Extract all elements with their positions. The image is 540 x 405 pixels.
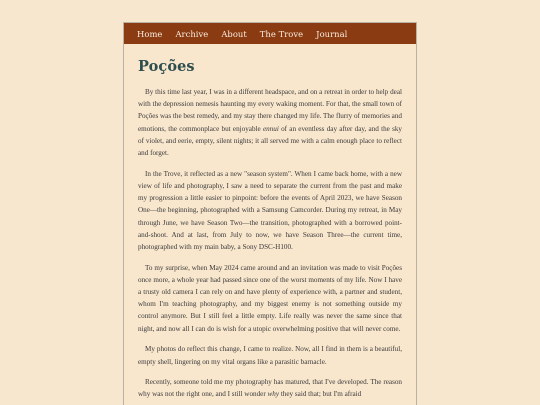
article-paragraph-3: To my surprise, when May 2024 came around and an invitation was made to visit Poções once more, a whole year had passed since one of the worst moments of my life. Now I have a trusty old camera I can rely on and have plenty of experience with, a partner and student, whom I'm teaching photography, and my biggest enemy is not something outside my control anymore. But I still feel a little empty. Life really was never the same since that night, and now all I can do is wish for a utopic overwhelming positive that will never come. <box>138 263 402 333</box>
paragraph-text: they said that; but I'm afraid <box>279 390 362 399</box>
page-container <box>123 22 417 405</box>
paragraph-text: of an eventless day after day, and the sky of violet, and eerie, empty, silent nights; it all served me with a calm enough place to reflect and forget. <box>138 124 402 158</box>
article-paragraph-4: My photos do reflect this change, I came to realize. Now, all I find in them is a beautiful, empty shell, lingering on my vital organs like a parasitic barnacle. <box>138 345 402 366</box>
nav-link-archive[interactable]: Archive <box>175 28 209 39</box>
nav-link-home[interactable]: Home <box>137 28 163 39</box>
page-title: Poções <box>138 58 195 75</box>
paragraph-text: Recently, someone told me my photography has matured, that I've developed. The reason why was not the right one, and I still wonder <box>138 378 402 399</box>
emphasis-text: why <box>267 390 280 399</box>
emphasis-text: ennui <box>262 124 279 133</box>
article-paragraph-1 <box>138 86 402 159</box>
nav-link-the-trove[interactable]: The Trove <box>259 28 304 39</box>
article <box>124 44 416 401</box>
top-nav <box>124 23 416 44</box>
article-paragraph-2: In the Trove, it reflected as a new "season system". When I came back home, with a new view of life and photography, I saw a need to separate the current from the past and make my progression a little easier to pinpoint: before the events of April 2023, we have Season One—the beginning, photographed with a Samsung Camcorder. During my retreat, in May through June, we have Season Two—the transition, photographed with a borrowed point-and-shoot. And at last, from July to now, we have Season Three—the current time, photographed with my main baby, a Sony DSC-H100. <box>138 169 402 251</box>
nav-link-about[interactable]: About <box>221 28 247 39</box>
article-paragraph-5 <box>138 376 402 400</box>
paragraph-text: By this time last year, I was in a different headspace, and on a retreat in order to help deal with the depression nemesis haunting my every waking moment. For that, the small town of Poções was the best remedy, and my stay there changed my life. The flurry of memories and emotions, the commonplace but enjoyable <box>138 88 402 133</box>
nav-link-journal[interactable]: Journal <box>316 28 348 39</box>
